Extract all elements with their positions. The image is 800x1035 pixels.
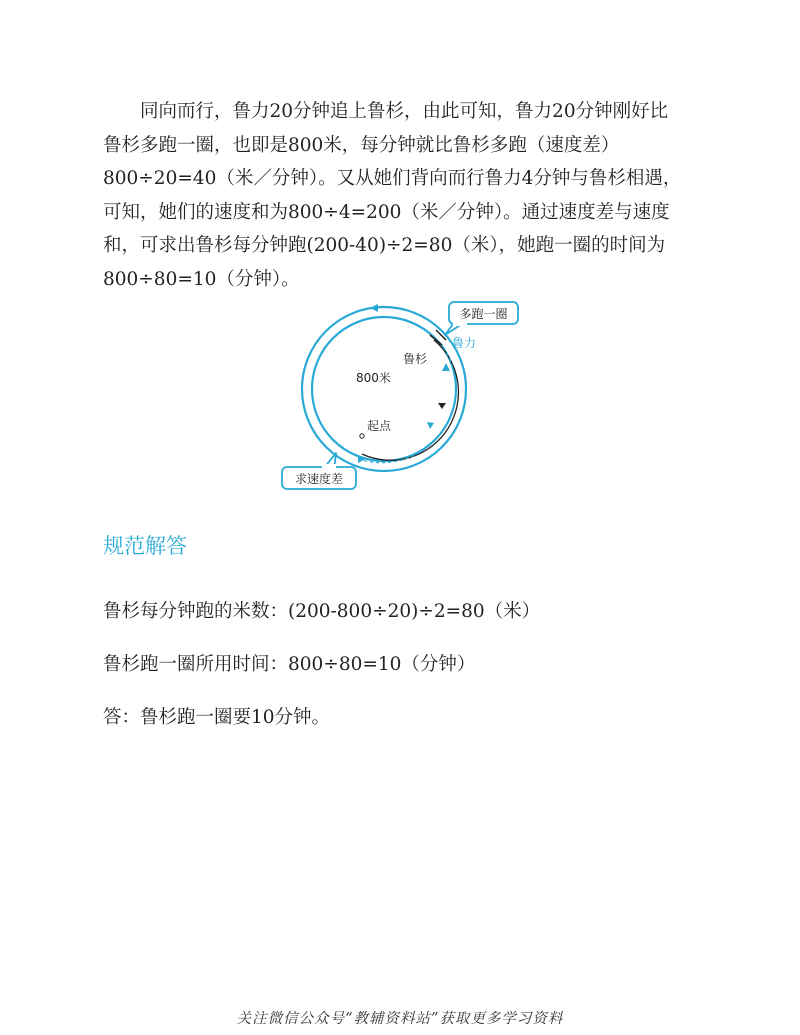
lushan-arrow-icon — [438, 403, 446, 409]
direction-arrow-icon — [370, 304, 378, 312]
paragraph-line-6: 800÷80=10（分钟）。 — [103, 268, 300, 290]
start-label: 起点 — [367, 419, 392, 433]
lushan-label: 鲁杉 — [403, 352, 428, 366]
outer-track-ring — [302, 307, 466, 471]
section-heading: 规范解答 — [103, 534, 187, 558]
paragraph-line-3: 800÷20=40（米／分钟）。又从她们背向而行鲁力4分钟与鲁杉相遇， — [103, 168, 682, 189]
direction-arrow-icon — [358, 455, 366, 463]
luli-arrow-icon — [442, 363, 450, 371]
footer-note: 关注微信公众号“教辅资料站”获取更多学习资料 — [236, 1011, 564, 1027]
callout-bottom-text: 求速度差 — [294, 472, 344, 486]
track-diagram — [270, 295, 540, 500]
start-point-marker — [360, 434, 364, 438]
meeting-tick — [430, 335, 442, 345]
luli-arrow-icon — [427, 422, 434, 429]
callout-top-text: 多跑一圈 — [459, 307, 508, 321]
paragraph-line-5: 和，可求出鲁杉每分钟跑(200-40)÷2=80（米），她跑一圈的时间为 — [103, 235, 666, 256]
paragraph-line-2: 鲁杉多跑一圈，也即是800米，每分钟就比鲁杉多跑（速度差） — [103, 134, 620, 156]
answer-conclusion: 答：鲁杉跑一圈要10分钟。 — [103, 707, 331, 728]
explanation-paragraph — [103, 95, 703, 296]
answer-line-1: 鲁杉每分钟跑的米数：(200-800÷20)÷2=80（米） — [103, 601, 541, 622]
paragraph-line-4: 可知，她们的速度和为800÷4=200（米／分钟）。通过速度差与速度 — [103, 201, 670, 223]
callout-bottom-gap — [322, 464, 336, 470]
answer-line-2: 鲁杉跑一圈所用时间：800÷80=10（分钟） — [103, 654, 476, 675]
paragraph-line-1: 同向而行，鲁力20分钟追上鲁杉，由此可知，鲁力20分钟刚好比 — [140, 101, 669, 122]
luli-label: 鲁力 — [452, 336, 477, 350]
center-distance-label: 800米 — [356, 371, 391, 385]
